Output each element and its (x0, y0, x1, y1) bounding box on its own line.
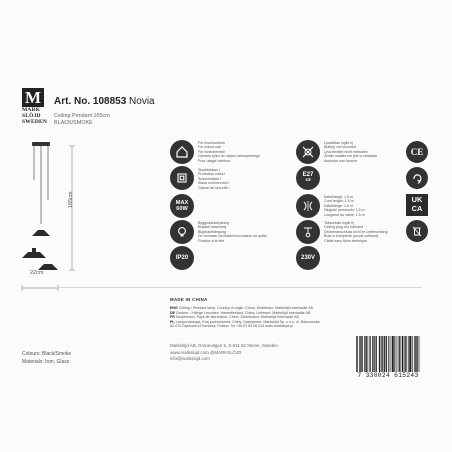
class2-text: Skyddsklass I Protection class I Schutzklasse I Klasa ochronności I Classe de sécurité I (198, 168, 230, 190)
barcode-bar (392, 336, 393, 372)
barcode-bar (386, 336, 387, 372)
barcode-bar (410, 336, 411, 372)
barcode-bar (398, 336, 399, 372)
shade-1 (22, 248, 46, 258)
made-in-label: MADE IN CHINA (170, 297, 208, 302)
product-color: BLACK/SMOKE (54, 120, 93, 126)
barcode-bar (394, 336, 395, 372)
indoor-icon (170, 140, 194, 164)
ceiling-plug-icon (296, 220, 320, 244)
ukca-mark-icon: UK CA (406, 194, 428, 216)
barcode-bar (361, 336, 362, 372)
pendant-drawing (10, 138, 90, 298)
barcode-bar (400, 336, 401, 372)
legal-line: DE Decken- / Hänge Leuchten, Herstellerland: China, Lieferant: Markslöjd Interhadle AB (170, 310, 311, 315)
barcode-bar (396, 336, 397, 372)
barcode (356, 336, 420, 372)
barcode-bar (414, 336, 415, 372)
shade-2 (32, 230, 50, 236)
legal-line: FR Suspension, Pays de fabrication: Chine, Distributeur: Markslöjd Interhadle AB (170, 315, 299, 319)
barcode-bar (374, 336, 375, 372)
indoor-text: För inomhusbruk For indoor use Für Innenbereich Opnwes tylko do użytku wewnętrznego Pour usage intérieur (198, 141, 261, 163)
plug-text: Takkontakt ingår ej Ceiling plug not included Deckenanschluss nicht im Lieferumfang Brak w komplecie puszki sufitowej Câble sans fiche électrique (324, 221, 388, 243)
socket-e27-icon: E27 x3 (296, 166, 320, 190)
class2-icon (170, 166, 194, 190)
barcode-bar (373, 336, 374, 372)
barcode-bar (367, 336, 368, 372)
cable-text: Kabellängd: 1.5 m Cord length: 1.5 m Kabellänge: 1.5 m Długość przewodu: 1.5 m Longueur du câble: 1.5 m (324, 195, 365, 217)
barcode-bar (382, 336, 383, 372)
legal-line: PL Lampa wisząca, Kraj pochodzenia: Chiny, Dystrybutor: Markslöjd Sp. z o.o. ul. Batorowska, (170, 319, 321, 324)
ce-mark-icon: CE (406, 141, 428, 163)
voltage-icon: 230V (296, 246, 320, 270)
barcode-bar (381, 336, 382, 372)
barcode-bar (404, 336, 405, 372)
barcode-bar (408, 336, 409, 372)
spec-block (22, 350, 71, 366)
barcode-bar (402, 336, 403, 372)
barcode-bar (379, 336, 380, 372)
barcode-bar (405, 336, 406, 372)
article-number: Art. No. 108853 (54, 96, 127, 107)
barcode-bar (376, 336, 377, 372)
barcode-bar (356, 336, 357, 372)
barcode-bar (402, 336, 403, 372)
barcode-bar (406, 336, 407, 372)
product-subtitle: Ceiling Pendant 165cm (54, 113, 110, 119)
barcode-bar (384, 336, 385, 372)
barcode-bar (390, 336, 391, 372)
web-text: www.markslojd.com @MARKSLÖJD (170, 349, 242, 355)
height-label: 165cm (68, 191, 74, 208)
cable-icon (296, 194, 320, 218)
barcode-bar (372, 336, 373, 372)
email-text: info@markslojd.com (170, 356, 210, 362)
weee-bin-icon (406, 220, 428, 242)
dimmer-text: Ljuskällan ingår ej Bulb(s) not included Leuchtmittel nicht enthalten Źródło światła nie jest w zestawie Ampoule non fournie (324, 141, 378, 163)
logo-line-2: SLÖJD (22, 113, 41, 119)
barcode-bar (370, 336, 371, 372)
recycle-icon (406, 167, 428, 189)
barcode-bar (399, 336, 400, 372)
divider (54, 287, 422, 288)
barcode-bar (362, 336, 363, 372)
article-name: Novia (129, 96, 155, 107)
barcode-bar (409, 336, 410, 372)
legal-block (170, 306, 321, 329)
width-label: 22cm (30, 270, 44, 276)
barcode-bar (360, 336, 361, 372)
logo-mark: M (22, 88, 44, 107)
barcode-bar (359, 336, 360, 372)
article-title (54, 96, 155, 107)
barcode-bar (415, 336, 416, 372)
barcode-bar (364, 336, 365, 372)
barcode-bar (386, 336, 387, 372)
barcode-bar (411, 336, 412, 372)
barcode-number: 7 330024 615243 (357, 372, 419, 379)
logo-line-1: MARK (22, 107, 41, 113)
barcode-bar (384, 336, 385, 372)
barcode-bar (412, 336, 413, 372)
barcode-bar (357, 336, 358, 372)
logo-line-3: SWEDEN (22, 119, 48, 125)
barcode-bar (388, 336, 389, 372)
max-wattage-icon: MAX 60W (170, 194, 194, 218)
barcode-bar (376, 336, 377, 372)
barcode-bar (417, 336, 418, 372)
colours-text: Colours: Black/Smoke (22, 351, 72, 357)
brand-logo (22, 88, 46, 125)
ceiling-canopy (32, 142, 50, 146)
legal-line: 62-070 Dąbrowa k.Poznania, Poland. Tel +48 61 84 06 014 www.markslojd.pl (170, 324, 293, 328)
barcode-bar (369, 336, 370, 372)
contact-block (170, 343, 278, 363)
legal-line: ENG Ceiling / Pendant lamp, Country of origin: China, Distributor: Markslöjd Interhadle AB (170, 306, 314, 310)
barcode-bar (366, 336, 367, 372)
barcode-bar (416, 336, 417, 372)
no-dimmer-icon (296, 140, 320, 164)
barcode-bar (419, 336, 420, 372)
materials-text: Materials: Iron, Glass (22, 359, 70, 366)
barcode-bar (380, 336, 381, 372)
barcode-bar (393, 336, 394, 372)
bulb-text: Byggnadsbelysning Bracket assembly Bügelaufhängung Do montażu na listwie/mocowaniu do sufitu Fixation à la tête (198, 221, 267, 243)
barcode-bar (365, 336, 366, 372)
address-text: Markslöjd AB, Granevägen 5, S-511 62 Skene, Sweden (170, 343, 278, 348)
bulb-replacement-icon (170, 220, 194, 244)
ip-rating-icon: IP20 (170, 246, 194, 270)
barcode-bar (392, 336, 393, 372)
